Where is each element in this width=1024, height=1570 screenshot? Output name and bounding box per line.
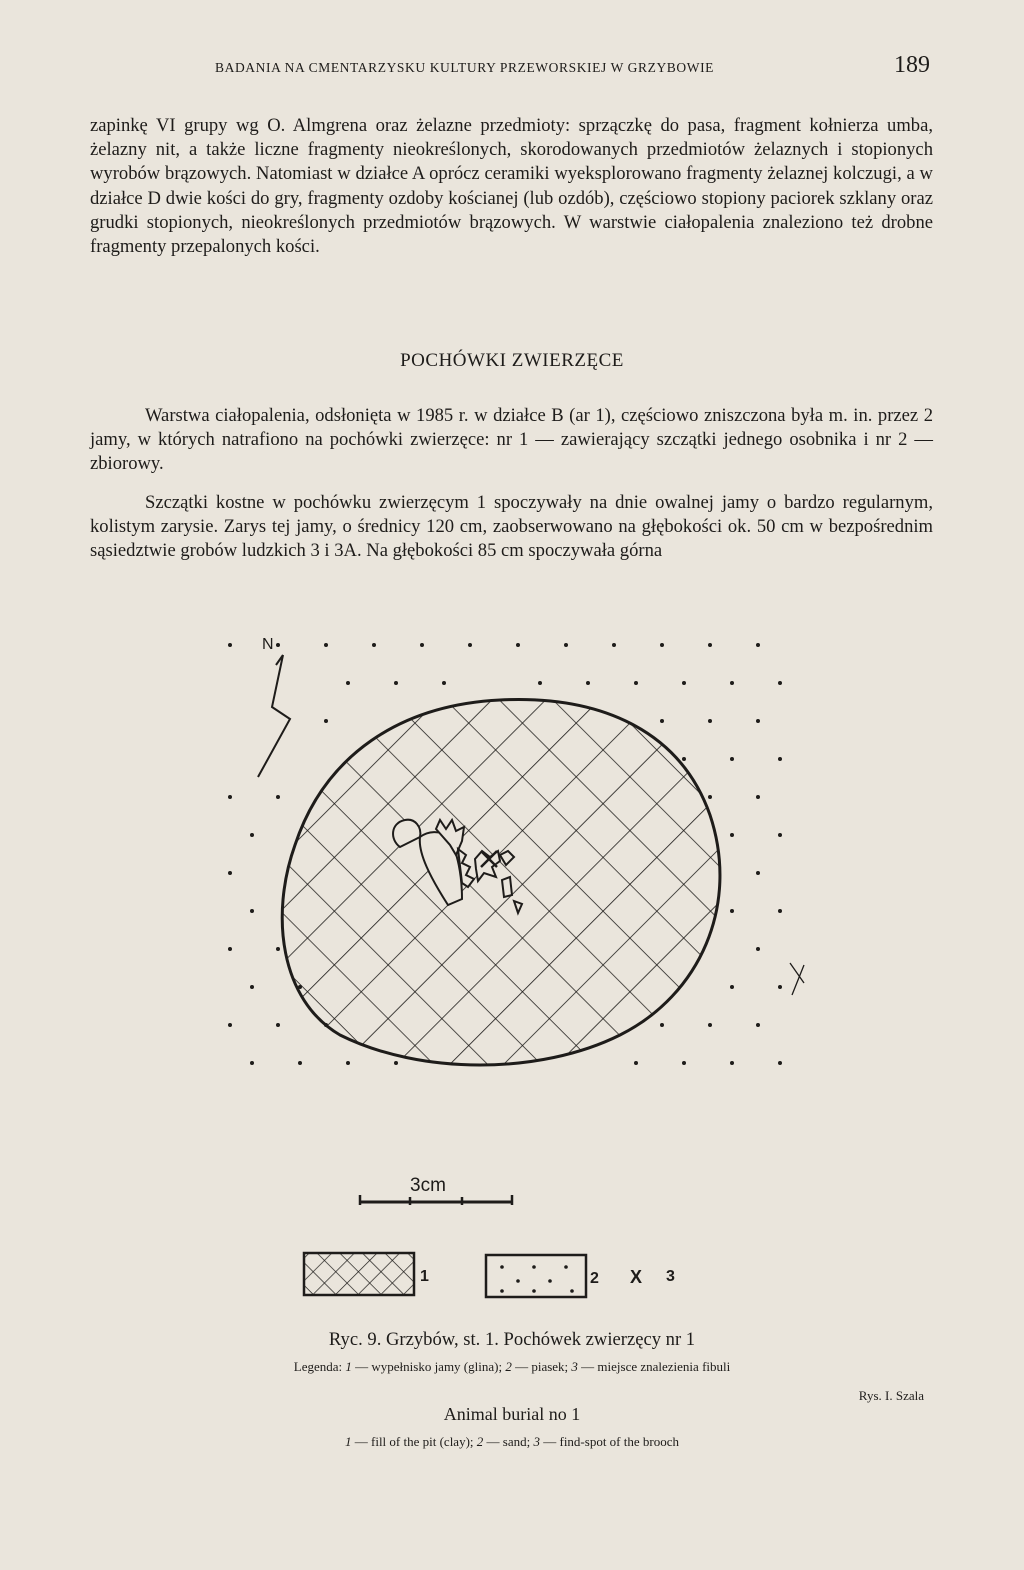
sand-dot xyxy=(660,643,664,647)
sand-dot xyxy=(324,643,328,647)
sand-dot xyxy=(394,681,398,685)
sand-dot xyxy=(276,947,280,951)
figure-legend-pl xyxy=(0,1359,1024,1375)
sand-dot xyxy=(730,833,734,837)
sand-dot xyxy=(276,643,280,647)
sand-dot xyxy=(756,1023,760,1027)
sand-dot xyxy=(708,719,712,723)
sand-dot xyxy=(778,985,782,989)
legend-pl-2-num: 2 xyxy=(505,1359,512,1374)
sand-dot xyxy=(634,681,638,685)
figure-caption-pl: Ryc. 9. Grzybów, st. 1. Pochówek zwierzęcy nr 1 xyxy=(328,1329,696,1350)
paragraph-2: Warstwa ciałopalenia, odsłonięta w 1985 r. w działce B (ar 1), częściowo zniszczona była m. in. przez 2 jamy, w których natrafiono na pochówki zwierzęce: nr 1 — zawierający szczątki jednego osobnika i nr 2 — zbiorowy. xyxy=(90,405,933,475)
figure-drawing xyxy=(200,615,840,1315)
running-header xyxy=(90,52,930,88)
sand-dot xyxy=(586,681,590,685)
sand-dot xyxy=(708,1023,712,1027)
sand-dot xyxy=(324,719,328,723)
legend-pl-1-num: 1 xyxy=(345,1359,352,1374)
sand-dot xyxy=(420,643,424,647)
sand-dot xyxy=(756,795,760,799)
sand-dot xyxy=(250,985,254,989)
stray-mark xyxy=(790,963,804,995)
legend-pl-prefix: Legenda: xyxy=(293,1359,343,1374)
north-arrow xyxy=(258,655,290,777)
sand-dot xyxy=(612,643,616,647)
scale-label: 3cm xyxy=(410,1175,446,1196)
sand-dot xyxy=(660,1023,664,1027)
sand-dot xyxy=(468,643,472,647)
pit-outline xyxy=(282,700,720,1065)
sand-dot xyxy=(730,681,734,685)
sand-dot xyxy=(634,1061,638,1065)
sand-dot xyxy=(778,909,782,913)
sand-dot xyxy=(778,757,782,761)
legend-pl-3-num: 3 xyxy=(571,1359,578,1374)
legend-pl-2: — piasek; xyxy=(515,1359,569,1374)
north-label: N xyxy=(262,636,274,653)
legend-box-1 xyxy=(304,1253,414,1295)
legend-en-3-num: 3 xyxy=(533,1434,540,1449)
legend-pl-3: — miejsce znalezienia fibuli xyxy=(581,1359,731,1374)
sand-dot xyxy=(250,1061,254,1065)
sand-dot xyxy=(228,643,232,647)
sand-dot xyxy=(708,795,712,799)
sand-dot xyxy=(778,833,782,837)
drawing-credit: Rys. I. Szala xyxy=(858,1388,924,1403)
sand-dot xyxy=(682,681,686,685)
legend-en-2: — sand; xyxy=(486,1434,531,1449)
sand-dot xyxy=(682,1061,686,1065)
legend-label-1: 1 xyxy=(420,1268,429,1285)
sand-dot xyxy=(276,1023,280,1027)
scale-bar xyxy=(360,1195,512,1205)
sand-dot xyxy=(228,795,232,799)
sand-dot xyxy=(250,833,254,837)
figure-plan xyxy=(200,615,840,1315)
figure-caption-en: Animal burial no 1 xyxy=(443,1404,581,1424)
legend-box-2 xyxy=(486,1255,586,1297)
legend-en-2-num: 2 xyxy=(476,1434,484,1449)
sand-dot xyxy=(708,643,712,647)
sand-dot xyxy=(756,871,760,875)
sand-dot xyxy=(564,643,568,647)
sand-dot xyxy=(228,947,232,951)
sand-dot xyxy=(756,947,760,951)
sand-dot xyxy=(730,985,734,989)
sand-dot xyxy=(228,1023,232,1027)
sand-dot xyxy=(682,757,686,761)
sand-dot xyxy=(778,681,782,685)
sand-dot xyxy=(346,1061,350,1065)
legend-en-3: — find-spot of the brooch xyxy=(543,1434,679,1449)
page-number: 189 xyxy=(894,52,930,78)
sand-dot xyxy=(228,871,232,875)
legend-en-1-num: 1 xyxy=(345,1434,352,1449)
sand-dot xyxy=(298,1061,302,1065)
legend-label-2: 2 xyxy=(590,1270,599,1287)
sand-dot xyxy=(756,643,760,647)
sand-dot xyxy=(442,681,446,685)
figure-legend-en xyxy=(0,1434,1024,1450)
sand-dot xyxy=(538,681,542,685)
paragraph-1: zapinkę VI grupy wg O. Almgrena oraz żelazne przedmioty: sprzączkę do pasa, fragment kołnierza umba, żelazny nit, a także liczne fragmenty nieokreślonych, skorodowanych przedmiotów żelaznych i stopionych wyrobów brązowych. Natomiast w działce A oprócz ceramiki wyeksplorowano fragmenty żelaznej kolczugi, a w działce D dwie kości do gry, fragmenty ozdoby kościanej (lub ozdób), częściowo stopiony paciorek szklany oraz grudki stopionych, nieokreślonych przedmiotów brązowych. W warstwie ciałopalenia znaleziono też drobne fragmenty przepalonych kości. xyxy=(90,115,933,258)
sand-dot xyxy=(730,757,734,761)
paragraph-3: Szczątki kostne w pochówku zwierzęcym 1 spoczywały na dnie owalnej jamy o bardzo regularnym, kolistym zarysie. Zarys tej jamy, o średnicy 120 cm, zaobserwowano na głębokości ok. 50 cm w bezpośrednim sąsiedztwie grobów ludzkich 3 i 3A. Na głębokości 85 cm spoczywała górna xyxy=(90,492,933,562)
legend-label-3: 3 xyxy=(666,1268,675,1285)
sand-dot xyxy=(756,719,760,723)
sand-dot xyxy=(276,795,280,799)
section-heading: POCHÓWKI ZWIERZĘCE xyxy=(400,350,624,371)
sand-dot xyxy=(250,909,254,913)
sand-dot xyxy=(730,909,734,913)
sand-dot xyxy=(778,1061,782,1065)
legend-symbol-3: X xyxy=(630,1267,643,1287)
sand-dot xyxy=(346,681,350,685)
sand-dot xyxy=(394,1061,398,1065)
sand-dot xyxy=(372,643,376,647)
legend-pl-1: — wypełnisko jamy (glina); xyxy=(355,1359,503,1374)
sand-dot xyxy=(730,1061,734,1065)
running-title: BADANIA NA CMENTARZYSKU KULTURY PRZEWORSKIEJ W GRZYBOWIE xyxy=(215,60,715,75)
sand-dot xyxy=(516,643,520,647)
sand-dot xyxy=(660,719,664,723)
legend-en-1: — fill of the pit (clay); xyxy=(354,1434,474,1449)
